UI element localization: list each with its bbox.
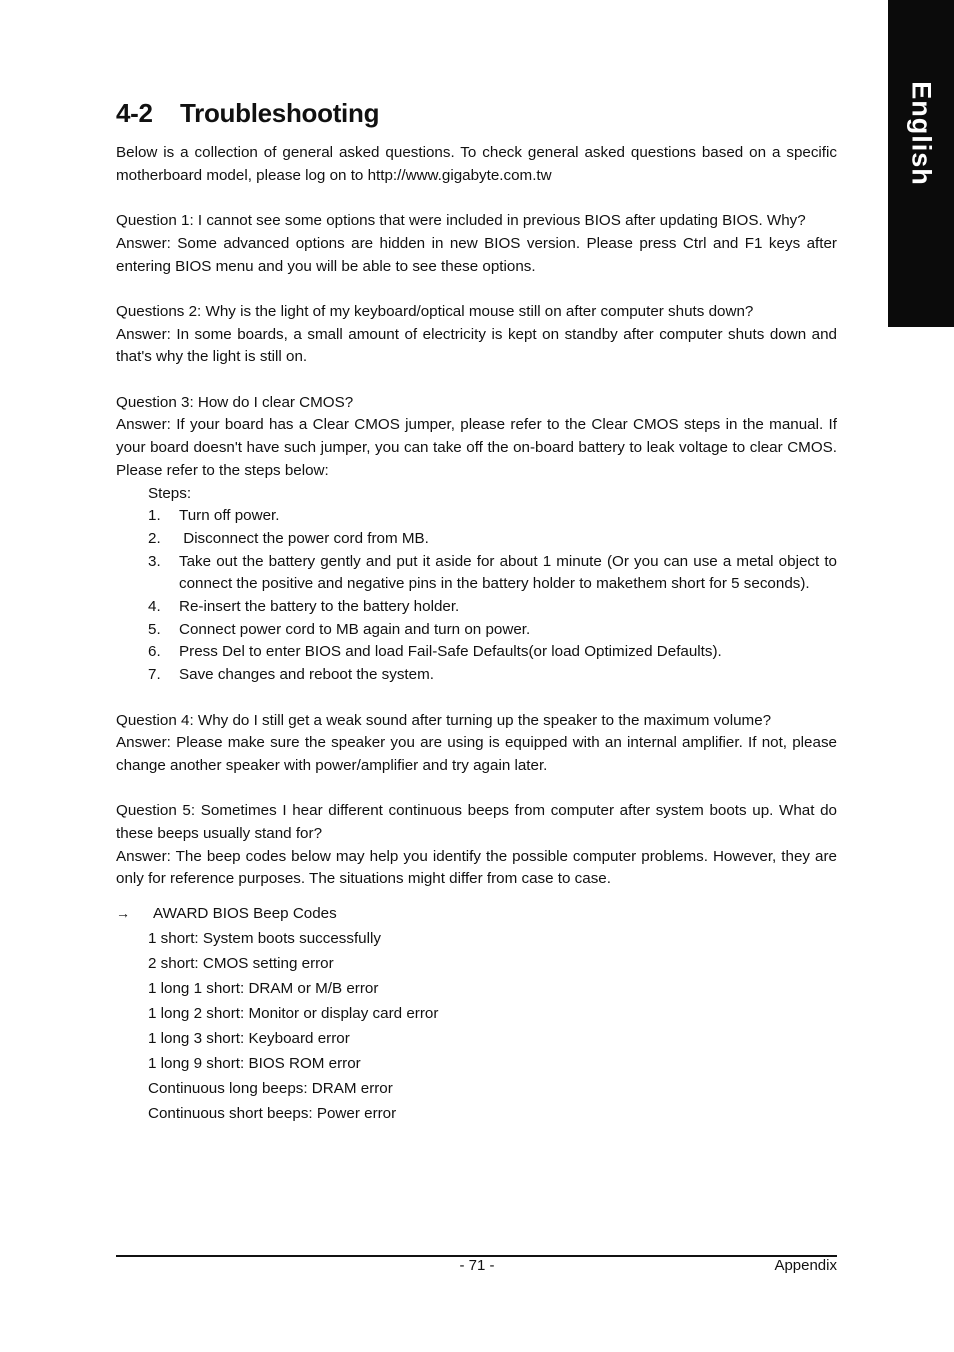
step-item: 2. Disconnect the power cord from MB.: [148, 529, 429, 547]
question-3: Question 3: How do I clear CMOS?: [116, 393, 354, 411]
question-4: Question 4: Why do I still get a weak sound after turning up the speaker to the maximum volume?: [116, 711, 772, 729]
language-tab: [888, 0, 954, 327]
answer-5: Answer: The beep codes below may help you identify the possible computer problems. However, they are only for reference purposes. The situations might differ from case to case.: [116, 847, 837, 888]
footer-page-number: - 71 -: [459, 1257, 495, 1274]
beep-code-item: 1 long 3 short: Keyboard error: [148, 1030, 350, 1048]
step-item: 1. Turn off power.: [148, 507, 280, 525]
arrow-right-icon: →: [116, 905, 130, 922]
beep-code-item: Continuous long beeps: DRAM error: [148, 1080, 393, 1098]
beep-codes-heading: [116, 901, 837, 926]
beep-code-item: 1 long 1 short: DRAM or M/B error: [148, 980, 379, 998]
beep-codes-list: [116, 926, 837, 1126]
step-item: 4. Re-insert the battery to the battery holder.: [148, 598, 460, 616]
steps-label: Steps:: [148, 484, 192, 502]
beep-code-item: 2 short: CMOS setting error: [148, 955, 334, 973]
document-body: [116, 142, 837, 1126]
answer-2: Answer: In some boards, a small amount of electricity is kept on standby after computer shuts down and that's why the light is still on.: [116, 325, 837, 366]
question-5: Question 5: Sometimes I hear different continuous beeps from computer after system boots up. What do these beeps usually stand for?: [116, 802, 837, 843]
beep-code-item: Continuous short beeps: Power error: [148, 1105, 397, 1123]
beep-code-item: 1 short: System boots successfully: [148, 930, 381, 948]
beep-code-item: 1 long 9 short: BIOS ROM error: [148, 1055, 361, 1073]
question-2: Questions 2: Why is the light of my keyboard/optical mouse still on after computer shuts down?: [116, 302, 754, 320]
intro-paragraph: Below is a collection of general asked questions. To check general asked questions based on a specific motherboard model, please log on to http://www.gigabyte.com.tw: [116, 144, 837, 184]
step-item: 5. Connect power cord to MB again and turn on power.: [148, 620, 531, 638]
section-number: 4-2: [116, 98, 153, 128]
answer-4: Answer: Please make sure the speaker you are using is equipped with an internal amplifier. If not, please change another speaker with power/amplifier and try again later.: [116, 734, 837, 774]
step-item: 6. Press Del to enter BIOS and load Fail-Safe Defaults(or load Optimized Defaults).: [148, 643, 722, 661]
steps-list: [116, 505, 837, 687]
question-1: Question 1: I cannot see some options that were included in previous BIOS after updating BIOS. Why?: [116, 212, 806, 230]
answer-1: Answer: Some advanced options are hidden in new BIOS version. Please press Ctrl and F1 keys after entering BIOS menu and you will be able to see these options.: [116, 234, 837, 275]
footer-section-name: Appendix: [774, 1257, 837, 1274]
beep-codes-title: AWARD BIOS Beep Codes: [153, 905, 337, 923]
language-tab-label: English: [906, 81, 937, 186]
answer-3: Answer: If your board has a Clear CMOS jumper, please refer to the Clear CMOS steps in the manual. If your board doesn't have such jumper, you can take off the on-board battery to leak voltage to clear CMOS. Please refer to the steps below:: [116, 416, 837, 479]
step-item: 7. Save changes and reboot the system.: [148, 666, 434, 684]
section-title: Troubleshooting: [180, 98, 380, 128]
step-item: 3. Take out the battery gently and put it aside for about 1 minute (Or you can use a metal object to connect the positive and negative pins in the battery holder to makethem short for 5 seconds).: [148, 552, 837, 593]
page-title: [116, 98, 379, 129]
beep-code-item: 1 long 2 short: Monitor or display card error: [148, 1005, 439, 1023]
